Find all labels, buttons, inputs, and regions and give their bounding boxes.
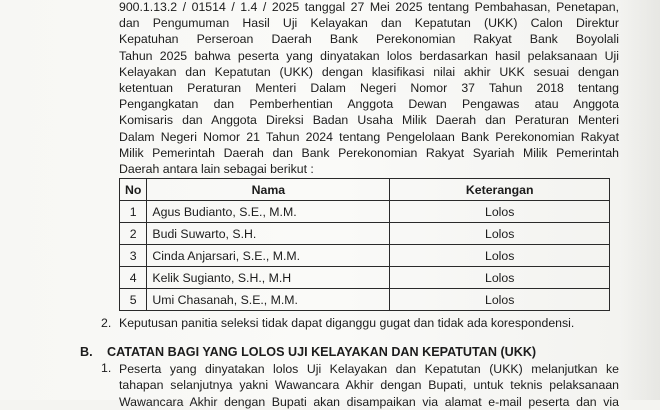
table-row [120,289,610,311]
intro-line: Kepatuhan Perseroan Daerah Bank Perekonomian Rakyat Bank Boyolali [119,32,619,47]
cell-no: 1 [120,201,147,223]
cell-keterangan: Lolos [390,223,610,245]
section-b-line: Wawancara Akhir dengan Bupati akan disampaikan via alamat e-mail peserta dan via [119,394,619,409]
intro-line: Milik Pemerintah Daerah dan Bank Perekonomian Rakyat Syariah Milik Pemerintah [119,145,619,160]
section-b-item-1-number: 1. [101,361,112,375]
table-header-row [120,179,610,201]
cell-nama: Kelik Sugianto, S.H., M.H [147,267,390,289]
intro-line: Daerah antara lain sebagai berikut : [119,161,314,176]
column-header-nama: Nama [147,179,390,201]
cell-no: 5 [120,289,147,311]
cell-no: 4 [120,267,147,289]
cell-nama: Cinda Anjarsari, S.E., M.M. [147,245,390,267]
cell-keterangan: Lolos [390,289,610,311]
cell-no: 2 [120,223,147,245]
table-row [120,201,610,223]
section-b-heading [80,345,536,359]
cell-no: 3 [120,245,147,267]
cell-keterangan: Lolos [390,245,610,267]
intro-line: ketentuan Peraturan Menteri Dalam Negeri Nomor 37 Tahun 2018 tentang [119,80,619,95]
section-b-line: Peserta yang dinyatakan lolos Uji Kelayakan dan Kepatutan (UKK) melanjutkan ke [119,362,619,376]
intro-line: Kelayakan dan Kepatutan (UKK) dengan klasifikasi nilai akhir UKK sesuai dengan [119,64,619,79]
intro-line: Komisaris dan Anggota Direksi Badan Usaha Milik Daerah dan Peraturan Menteri [119,113,619,128]
cell-keterangan: Lolos [390,267,610,289]
column-header-keterangan: Keterangan [390,179,610,201]
intro-line: Dalam Negeri Nomor 21 Tahun 2024 tentang Pengelolaan Bank Perekonomian Rakyat [119,129,619,144]
section-b-item-1-text [119,361,619,410]
table-row [120,223,610,245]
intro-line: 900.1.13.2 / 01514 / 1.4 / 2025 tanggal 27 Mei 2025 tentang Pembahasan, Penetapan, [119,0,619,14]
page-edge-shadow [620,0,660,400]
table-row [120,267,610,289]
section-b-title: CATATAN BAGI YANG LOLOS UJI KELAYAKAN DAN KEPATUTAN (UKK) [107,345,537,359]
intro-paragraph [119,0,619,177]
section-b-letter: B. [80,345,93,359]
intro-line: Pengangkatan dan Pemberhentian Anggota Dewan Pengawas atau Anggota [119,97,619,112]
table-row [120,245,610,267]
section-b-line: tahapan selanjutnya yakni Wawancara Akhir dengan Bupati, untuk teknis pelaksanaan [119,378,619,393]
cell-nama: Budi Suwarto, S.H. [147,223,390,245]
cell-nama: Agus Budianto, S.E., M.M. [147,201,390,223]
results-table [119,178,610,311]
column-header-no: No [120,179,147,201]
cell-nama: Umi Chasanah, S.E., M.M. [147,289,390,311]
intro-line: Tahun 2025 bahwa peserta yang dinyatakan lolos berdasarkan hasil pelaksanaan Uji [119,48,619,63]
item-2-text: Keputusan panitia seleksi tidak dapat diganggu gugat dan tidak ada korespondensi. [119,316,575,330]
item-2-number: 2. [101,316,112,330]
cell-keterangan: Lolos [390,201,610,223]
intro-line: dan Pengumuman Hasil Uji Kelayakan dan Kepatutan (UKK) Calon Direktur [119,16,619,31]
